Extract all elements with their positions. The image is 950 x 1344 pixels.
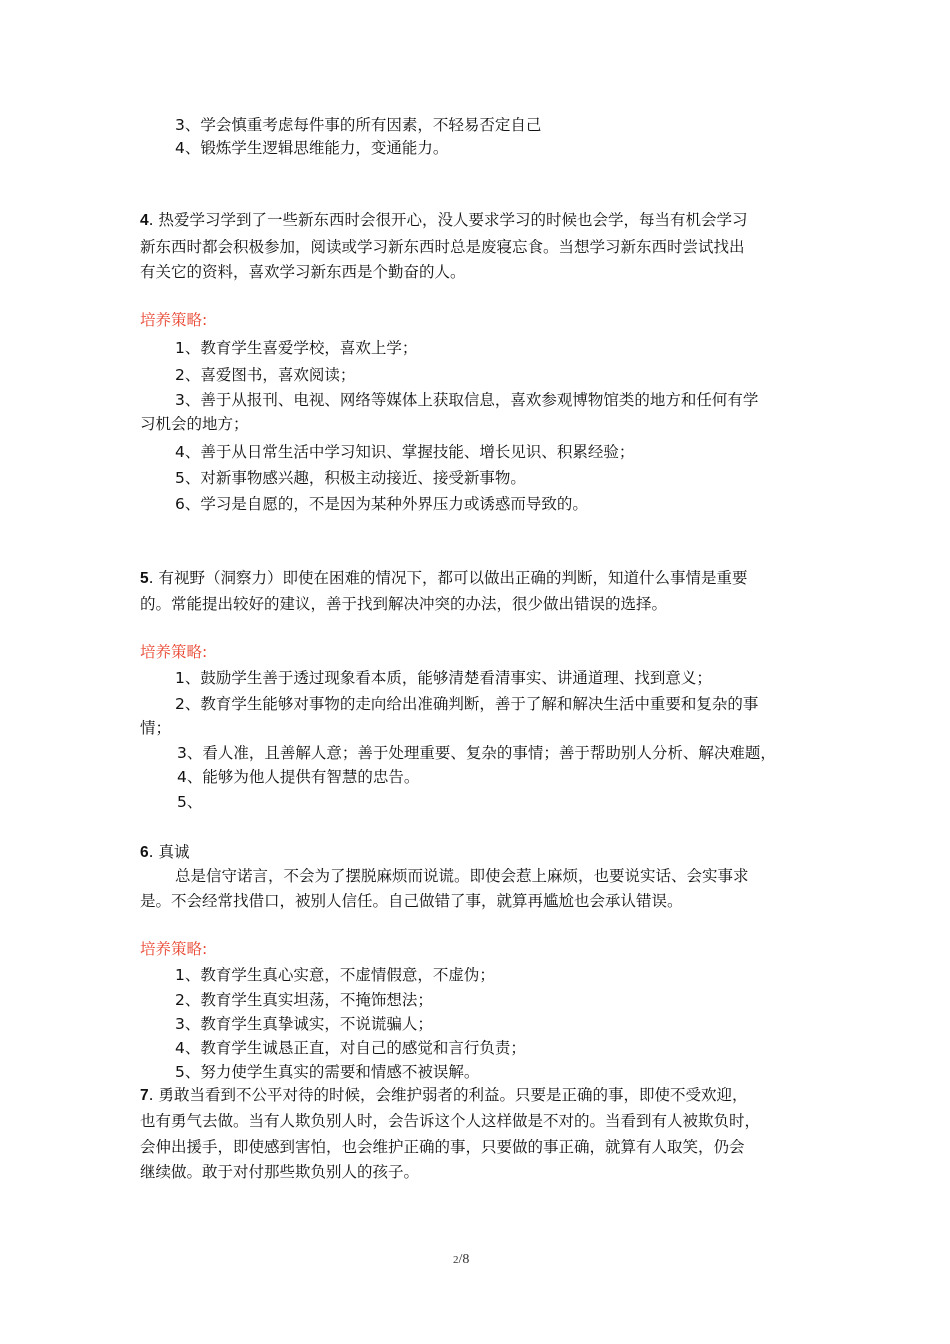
strategy-title: 培养策略: bbox=[140, 940, 208, 958]
paragraph-line: 会伸出援手，即使感到害怕，也会维护正确的事，只要做的事正确，就算有人取笑，仍会 bbox=[140, 1138, 745, 1156]
list-item: 3、教育学生真挚诚实，不说谎骗人； bbox=[175, 1015, 433, 1033]
list-item: 3、学会慎重考虑每件事的所有因素，不轻易否定自己 bbox=[175, 116, 542, 134]
paragraph-line: 是。不会经常找借口，被别人信任。自己做错了事，就算再尴尬也会承认错误。 bbox=[140, 892, 683, 910]
section-5-text: . 有视野（洞察力）即使在困难的情况下，都可以做出正确的判断，知道什么事情是重要 bbox=[148, 569, 748, 587]
page-number bbox=[453, 1250, 469, 1270]
section-6-heading bbox=[140, 842, 189, 863]
list-item: 4、锻炼学生逻辑思维能力，变通能力。 bbox=[175, 139, 449, 157]
list-item: 2、教育学生真实坦荡，不掩饰想法； bbox=[175, 991, 433, 1009]
section-number: 4 bbox=[140, 212, 149, 229]
list-item: 5、对新事物感兴趣，积极主动接近、接受新事物。 bbox=[175, 469, 526, 487]
list-item: 4、善于从日常生活中学习知识、掌握技能、增长见识、积累经验； bbox=[175, 443, 635, 461]
list-item: 6、学习是自愿的，不是因为某种外界压力或诱惑而导致的。 bbox=[175, 495, 588, 513]
section-6-title: . 真诚 bbox=[148, 843, 190, 861]
list-item: 1、鼓励学生善于透过现象看本质，能够清楚看清事实、讲通道理、找到意义； bbox=[175, 669, 712, 687]
strategy-title: 培养策略: bbox=[140, 311, 208, 329]
list-item: 5、 bbox=[177, 793, 203, 811]
section-7-heading bbox=[140, 1085, 747, 1106]
section-7-text: . 勇敢当看到不公平对待的时候，会维护弱者的利益。只要是正确的事，即使不受欢迎， bbox=[148, 1086, 748, 1104]
section-number: 5 bbox=[140, 570, 149, 587]
list-item: 2、喜爱图书，喜欢阅读； bbox=[175, 366, 356, 384]
paragraph-line: 的。常能提出较好的建议，善于找到解决冲突的办法，很少做出错误的选择。 bbox=[140, 595, 668, 613]
strategy-title: 培养策略: bbox=[140, 643, 208, 661]
paragraph-line: 有关它的资料，喜欢学习新东西是个勤奋的人。 bbox=[140, 263, 466, 281]
total-pages: /8 bbox=[458, 1252, 470, 1267]
paragraph-line: 总是信守诺言，不会为了摆脱麻烦而说谎。即使会惹上麻烦，也要说实话、会实事求 bbox=[175, 867, 749, 885]
section-number: 7 bbox=[140, 1087, 149, 1104]
list-item: 2、教育学生能够对事物的走向给出准确判断，善于了解和解决生活中重要和复杂的事 bbox=[175, 695, 759, 713]
list-item: 3、善于从报刊、电视、网络等媒体上获取信息，喜欢参观博物馆类的地方和任何有学 bbox=[175, 391, 759, 409]
list-item-continuation: 习机会的地方； bbox=[140, 415, 249, 433]
section-5-heading bbox=[140, 568, 747, 589]
list-item: 1、教育学生喜爱学校，喜欢上学； bbox=[175, 339, 418, 357]
section-4-heading bbox=[140, 210, 747, 231]
list-item: 3、看人准，且善解人意；善于处理重要、复杂的事情；善于帮助别人分析、解决难题， bbox=[177, 744, 776, 762]
section-number: 6 bbox=[140, 844, 149, 861]
list-item-continuation: 情； bbox=[140, 719, 172, 737]
current-page: 2 bbox=[453, 1254, 459, 1266]
list-item: 4、教育学生诚恳正直，对自己的感觉和言行负责； bbox=[175, 1039, 526, 1057]
section-4-text: . 热爱学习学到了一些新东西时会很开心，没人要求学习的时候也会学，每当有机会学习 bbox=[148, 211, 748, 229]
paragraph-line: 也有勇气去做。当有人欺负别人时，会告诉这个人这样做是不对的。当看到有人被欺负时， bbox=[140, 1112, 761, 1130]
paragraph-line: 继续做。敢于对付那些欺负别人的孩子。 bbox=[140, 1163, 420, 1181]
paragraph-line: 新东西时都会积极参加，阅读或学习新东西时总是废寝忘食。当想学习新东西时尝试找出 bbox=[140, 238, 745, 256]
list-item: 4、能够为他人提供有智慧的忠告。 bbox=[177, 768, 420, 786]
list-item: 1、教育学生真心实意，不虚情假意，不虚伪； bbox=[175, 966, 495, 984]
list-item: 5、努力使学生真实的需要和情感不被误解。 bbox=[175, 1063, 480, 1081]
